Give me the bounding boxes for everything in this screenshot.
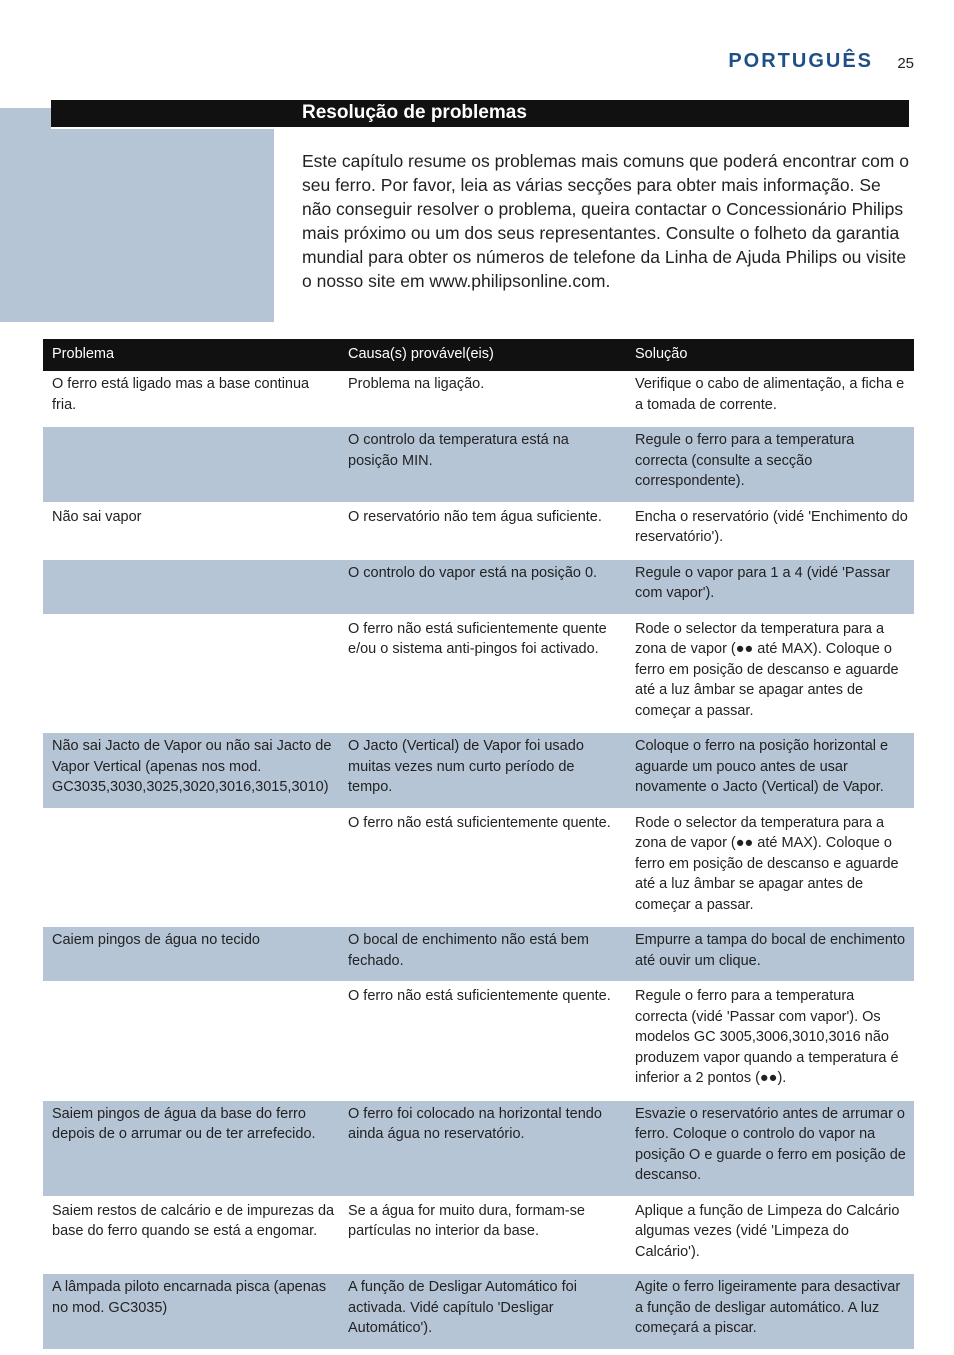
page-number: 25: [897, 55, 914, 72]
cell-cause: O controlo da temperatura está na posição MIN.: [339, 426, 626, 503]
cell-problem: [43, 559, 339, 615]
cell-solution: Verifique o cabo de alimentação, a ficha e a tomada de corrente.: [635, 376, 905, 413]
cell-solution: Coloque o ferro na posição horizontal e aguarde um pouco antes de usar novamente o Jacto (Vertical) de Vapor.: [626, 732, 914, 809]
sidebar-panel: [0, 108, 274, 322]
column-header-problem: Problema: [43, 339, 339, 371]
cell-cause: Se a água for muito dura, formam-se partículas no interior da base.: [339, 1197, 626, 1274]
cell-solution: Agite o ferro ligeiramente para desactivar a função de desligar automático. A luz começará a piscar.: [626, 1273, 914, 1349]
column-header-solution: Solução: [626, 339, 914, 371]
table-row: [43, 559, 914, 615]
cell-problem: Saiem restos de calcário e de impurezas da base do ferro quando se está a engomar.: [43, 1197, 339, 1274]
cell-solution: Aplique a função de Limpeza do Calcário algumas vezes (vidé 'Limpeza do Calcário').: [626, 1197, 914, 1274]
cell-cause: O bocal de enchimento não está bem fechado.: [339, 926, 626, 982]
cell-solution: Rode o selector da temperatura para a zona de vapor (●● até MAX). Coloque o ferro em posição de descanso e aguarde até a luz âmbar se apagar antes de começar a passar.: [626, 809, 914, 927]
cell-cause: Problema na ligação.: [348, 376, 485, 392]
cell-problem: A lâmpada piloto encarnada pisca (apenas no mod. GC3035): [43, 1273, 339, 1349]
table-row: [43, 982, 914, 1100]
cell-problem: [43, 426, 339, 503]
table-row: [43, 1197, 914, 1274]
intro-paragraph: Este capítulo resume os problemas mais comuns que poderá encontrar com o seu ferro. Por favor, leia as várias secções para obter mais informação. Se não conseguir resolver o problema, queira contactar o Concessionário Philips mais próximo ou um dos seus representantes. Consulte o folheto da garantia mundial para obter os números de telefone da Linha de Ajuda Philips ou visite o nosso site em www.philipsonline.com.: [302, 151, 909, 291]
table-row: [43, 1100, 914, 1197]
cell-solution: Rode o selector da temperatura para a zona de vapor (●● até MAX). Coloque o ferro em posição de descanso e aguarde até a luz âmbar se apagar antes de começar a passar.: [626, 615, 914, 733]
section-title: Resolução de problemas: [302, 102, 527, 123]
table-row: [43, 732, 914, 809]
cell-cause: O ferro não está suficientemente quente.: [339, 982, 626, 1100]
table-row: [43, 503, 914, 559]
cell-cause: O reservatório não tem água suficiente.: [339, 503, 626, 559]
table-row: [43, 1273, 914, 1349]
troubleshooting-table: [43, 339, 914, 1349]
cell-problem: [43, 809, 339, 927]
cell-problem: [43, 982, 339, 1100]
cell-cause: O ferro não está suficientemente quente e/ou o sistema anti-pingos foi activado.: [339, 615, 626, 733]
cell-solution: Encha o reservatório (vidé 'Enchimento do reservatório').: [626, 503, 914, 559]
column-header-cause: Causa(s) provável(eis): [339, 339, 626, 371]
cell-solution: Esvazie o reservatório antes de arrumar o ferro. Coloque o controlo do vapor na posição O e guarde o ferro em posição de descanso.: [626, 1100, 914, 1197]
cell-cause: O Jacto (Vertical) de Vapor foi usado muitas vezes num curto período de tempo.: [339, 732, 626, 809]
cell-cause: O ferro não está suficientemente quente.: [339, 809, 626, 927]
table-row: [43, 615, 914, 733]
cell-problem: Não sai vapor: [43, 503, 339, 559]
table-row: [43, 809, 914, 927]
cell-problem: Saiem pingos de água da base do ferro depois de o arrumar ou de ter arrefecido.: [43, 1100, 339, 1197]
cell-cause: O controlo do vapor está na posição 0.: [339, 559, 626, 615]
cell-solution: Regule o ferro para a temperatura correcta (vidé 'Passar com vapor'). Os modelos GC 3005,3006,3010,3016 não produzem vapor quando a temperatura é inferior a 2 pontos (●●).: [626, 982, 914, 1100]
cell-cause: O ferro foi colocado na horizontal tendo ainda água no reservatório.: [339, 1100, 626, 1197]
cell-problem: Caiem pingos de água no tecido: [43, 926, 339, 982]
cell-problem: O ferro está ligado mas a base continua fria.: [52, 376, 310, 413]
table-row: [43, 426, 914, 503]
table-row: [43, 371, 914, 426]
table-row: [43, 926, 914, 982]
cell-solution: Regule o vapor para 1 a 4 (vidé 'Passar com vapor').: [626, 559, 914, 615]
cell-problem: [43, 615, 339, 733]
cell-cause: A função de Desligar Automático foi activada. Vidé capítulo 'Desligar Automático').: [339, 1273, 626, 1349]
cell-problem: Não sai Jacto de Vapor ou não sai Jacto de Vapor Vertical (apenas nos mod. GC3035,3030,3025,3020,3016,3015,3010): [43, 732, 339, 809]
table-header-row: [43, 339, 914, 371]
language-heading: PORTUGUÊS: [728, 50, 873, 72]
cell-solution: Regule o ferro para a temperatura correcta (consulte a secção correspondente).: [626, 426, 914, 503]
cell-solution: Empurre a tampa do bocal de enchimento até ouvir um clique.: [626, 926, 914, 982]
